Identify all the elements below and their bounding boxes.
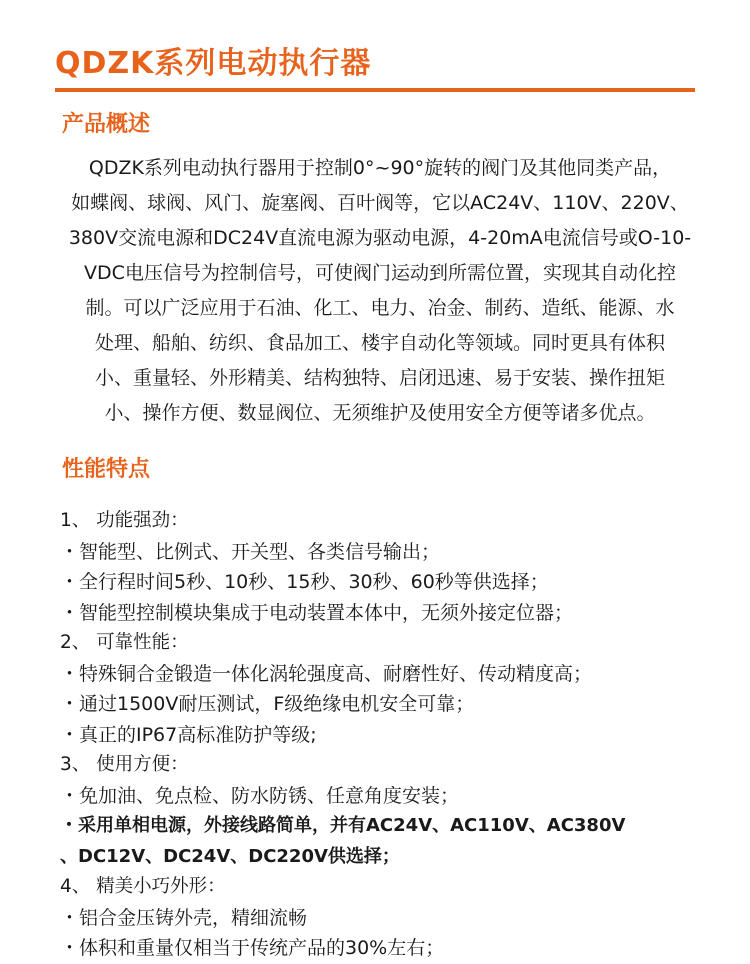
overview-paragraph [60,151,700,431]
overview-line: QDZK系列电动执行器用于控制0°~90°旋转的阀门及其他同类产品， [88,157,672,179]
feature-group-heading: 2、 可靠性能： [60,632,189,653]
feature-item: ・特殊铜合金锻造一体化涡轮强度高、耐磨性好、传动精度高； [60,662,593,685]
feature-item: ・通过1500V耐压测试，F级绝缘电机安全可靠； [60,693,475,715]
feature-group-heading: 1、 功能强劲： [60,510,189,531]
feature-item: ・铝合金压铸外壳，精细流畅 [60,906,308,929]
feature-group-heading: 3、 使用方便： [60,754,189,775]
overview-line: 380V交流电源和DC24V直流电源为驱动电源，4-20mA电流信号或O-10- [68,227,692,249]
overview-line: 如蝶阀、球阀、风门、旋塞阀、百叶阀等，它以AC24V、110V、220V、 [71,192,689,214]
feature-item: ・智能型控制模块集成于电动装置本体中，无须外接定位器； [60,601,574,624]
feature-item: ・体积和重量仅相当于传统产品的30%左右； [60,937,445,959]
feature-group-heading: 4、 精美小巧外形： [60,876,226,897]
overview-line: 制。可以广泛应用于石油、化工、电力、冶金、制药、造纸、能源、水 [85,297,675,319]
feature-item: ・智能型、比例式、开关型、各类信号输出； [60,540,441,563]
overview-line: VDC电压信号为控制信号，可使阀门运动到所需位置，实现其自动化控 [84,262,676,284]
features-heading: 性能特点 [62,457,151,482]
feature-item: ・全行程时间5秒、10秒、15秒、30秒、60秒等供选择； [60,571,549,593]
feature-item: ・采用单相电源，外接线路简单，并有AC24V、AC110V、AC380V [60,815,626,836]
overview-line: 小、重量轻、外形精美、结构独特、启闭迅速、易于安装、操作扭矩 [94,367,665,389]
overview-heading: 产品概述 [62,112,151,137]
feature-item: ・免加油、免点检、防水防锈、任意角度安装； [60,784,460,807]
feature-item: ・真正的IP67高标准防护等级; [60,723,317,746]
overview-line: 小、操作方便、数显阀位、无须维护及使用安全方便等诸多优点。 [104,402,656,424]
feature-item-continuation: 、DC12V、DC24V、DC220V供选择； [60,845,400,867]
features-list [60,506,700,964]
title-divider [55,88,695,92]
overview-line: 处理、船舶、纺织、食品加工、楼宇自动化等领域。同时更具有体积 [94,332,665,354]
page-title: QDZK系列电动执行器 [55,46,372,81]
